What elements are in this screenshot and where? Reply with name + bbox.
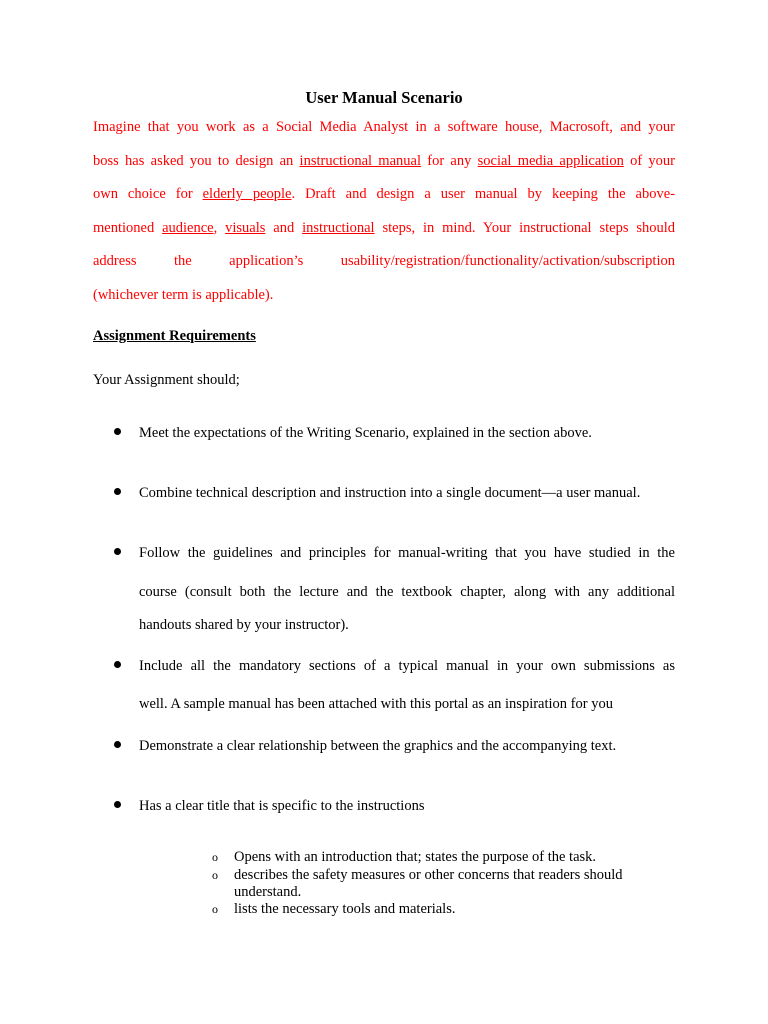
scenario-line: [93, 151, 675, 185]
bullet-line: course (consult both the lecture and the textbook chapter, along with any additional: [139, 584, 675, 600]
bullet-line: handouts shared by your instructor).: [139, 617, 349, 633]
requirements-heading: Assignment Requirements: [93, 328, 256, 344]
bullet-line: Meet the expectations of the Writing Scenario, explained in the section above.: [139, 425, 592, 441]
sub-item-line: understand.: [234, 884, 302, 900]
visuals-term: visuals: [225, 219, 266, 236]
bullet-dot-icon: [114, 801, 121, 808]
scenario-text: mentioned: [93, 219, 163, 236]
requirement-bullet: [114, 423, 675, 443]
scenario-text: steps, in mind. Your instructional steps should: [374, 219, 676, 236]
bullet-text: [139, 543, 675, 635]
bullet-text: [139, 423, 675, 443]
scenario-text: (whichever term is applicable).: [93, 286, 274, 303]
bullet-dot-icon: [114, 661, 121, 668]
scenario-text: Imagine that you work as a Social Media Analyst in a software house, Macrosoft, and your: [93, 119, 675, 135]
instructional-manual-term: instructional manual: [299, 152, 421, 169]
sub-item-text: [234, 849, 672, 866]
sub-list-item: [212, 849, 672, 866]
bullet-dot-icon: [114, 741, 121, 748]
scenario-text: . Draft and design a user manual by keeping the above-: [291, 186, 675, 203]
bullet-dot-icon: [114, 548, 121, 555]
hollow-bullet-icon: o: [212, 850, 218, 864]
sub-list-item: [212, 901, 672, 918]
requirement-bullet: [114, 543, 675, 635]
social-media-application-term: social media application: [477, 152, 624, 169]
scenario-text: ,: [213, 219, 226, 236]
bullet-text: [139, 656, 675, 714]
bullet-line: Combine technical description and instruction into a single document—a user manual.: [139, 485, 641, 501]
sub-item-line: lists the necessary tools and materials.: [234, 901, 456, 917]
elderly-people-term: elderly people: [202, 186, 292, 203]
bullet-dot-icon: [114, 488, 121, 495]
page-title: User Manual Scenario: [305, 88, 463, 107]
requirements-intro: Your Assignment should;: [93, 372, 240, 388]
scenario-line: [93, 251, 675, 285]
scenario-text: boss has asked you to design an: [93, 152, 300, 169]
scenario-line: [93, 184, 675, 218]
audience-term: audience: [162, 219, 214, 236]
instructional-term: instructional: [302, 219, 375, 236]
scenario-line: [93, 218, 675, 252]
requirement-bullet: [114, 483, 675, 503]
bullet-text: [139, 483, 675, 503]
sub-list-item: [212, 867, 672, 901]
sub-item-line: Opens with an introduction that; states the purpose of the task.: [234, 849, 597, 865]
bullet-line: Follow the guidelines and principles for manual-writing that you have studied in the: [139, 545, 675, 561]
requirement-bullet: [114, 736, 675, 756]
scenario-text: own choice for: [93, 186, 203, 203]
scenario-line: [93, 285, 675, 319]
bullet-dot-icon: [114, 428, 121, 435]
scenario-text: of your: [623, 152, 676, 169]
bullet-line: well. A sample manual has been attached with this portal as an inspiration for you: [139, 696, 613, 712]
sub-item-line: describes the safety measures or other concerns that readers should: [234, 867, 623, 883]
bullet-line: Has a clear title that is specific to the instructions: [139, 798, 425, 814]
requirement-bullet: [114, 796, 675, 816]
scenario-paragraph: [93, 117, 675, 319]
requirement-bullet: [114, 656, 675, 714]
sub-item-text: [234, 901, 672, 918]
scenario-text: address the application’s usability/registration/functionality/activation/subscription: [93, 253, 675, 270]
scenario-line: [93, 117, 675, 151]
bullet-text: [139, 796, 675, 816]
scenario-text: for any: [420, 152, 478, 169]
bullet-line: Demonstrate a clear relationship between the graphics and the accompanying text.: [139, 738, 617, 754]
hollow-bullet-icon: o: [212, 868, 218, 882]
bullet-line: Include all the mandatory sections of a typical manual in your own submissions as: [139, 658, 675, 674]
bullet-text: [139, 736, 675, 756]
sub-item-text: [234, 867, 672, 901]
scenario-text: and: [265, 219, 303, 236]
hollow-bullet-icon: o: [212, 902, 218, 916]
